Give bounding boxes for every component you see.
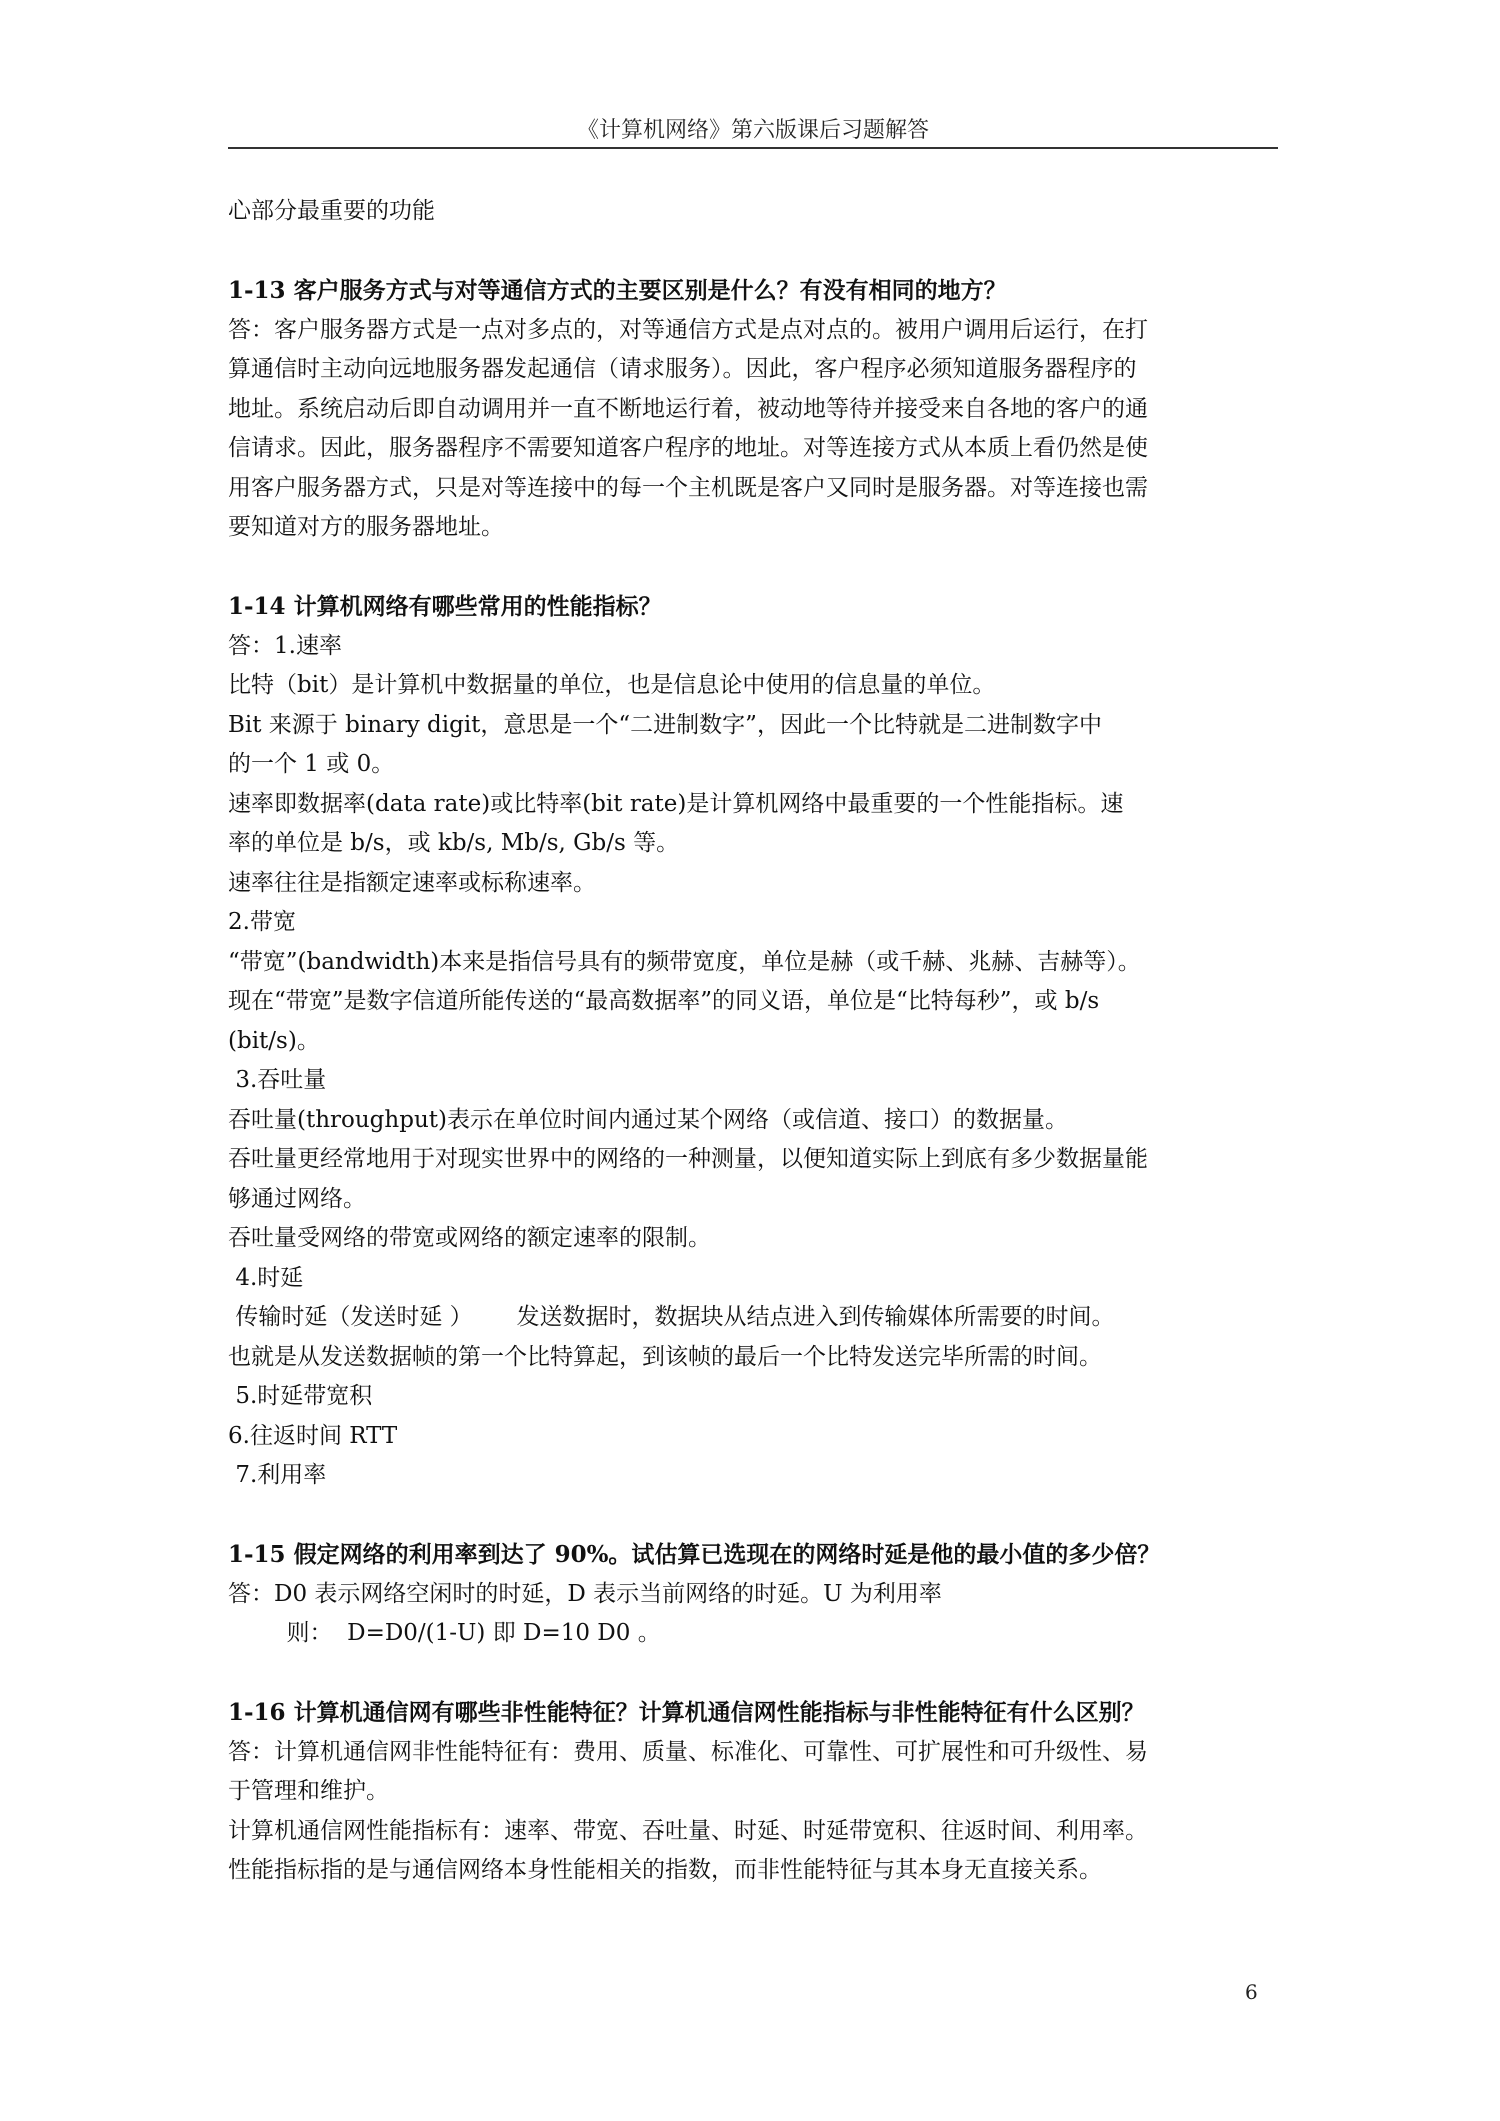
spacer [228, 1496, 1280, 1536]
document-body [228, 192, 1280, 1891]
answer-line: 吞吐量(throughput)表示在单位时间内通过某个网络（或信道、接口）的数据量。 [228, 1106, 1068, 1133]
question-1-15 [228, 1535, 1280, 1654]
answer-line: 现在“带宽”是数字信道所能传送的“最高数据率”的同义语，单位是“比特每秒”，或 b/s [228, 988, 1100, 1014]
answer-line: 速率即数据率(data rate)或比特率(bit rate)是计算机网络中最重要的一个性能指标。速 [228, 790, 1124, 817]
page-number: 6 [1245, 1980, 1258, 2004]
answer-line: 答：客户服务器方式是一点对多点的，对等通信方式是点对点的。被用户调用后运行，在打 [228, 316, 1148, 343]
answer-line: “带宽”(bandwidth)本来是指信号具有的频带宽度，单位是赫（或千赫、兆赫、吉赫等）。 [228, 948, 1141, 975]
answer-line: 吞吐量更经常地用于对现实世界中的网络的一种测量，以便知道实际上到底有多少数据量能 [228, 1146, 1148, 1172]
answer-line: 率的单位是 b/s，或 kb/s, Mb/s, Gb/s 等。 [228, 830, 680, 856]
answer-line: 够通过网络。 [228, 1185, 366, 1212]
lead-text: 心部分最重要的功能 [228, 198, 435, 224]
page-header-title: 《计算机网络》第六版课后习题解答 [576, 118, 929, 143]
answer-line: (bit/s)。 [228, 1027, 320, 1054]
answer-line: 比特（bit）是计算机中数据量的单位，也是信息论中使用的信息量的单位。 [228, 672, 996, 698]
answer-line: 答：1.速率 [228, 632, 342, 659]
answer-line: 答：D0 表示网络空闲时的时延，D 表示当前网络的时延。U 为利用率 [228, 1580, 942, 1607]
answer-line: 速率往往是指额定速率或标称速率。 [228, 869, 596, 896]
answer-line: 6.往返时间 RTT [228, 1422, 398, 1449]
header-divider [228, 147, 1278, 149]
answer-line: 计算机通信网性能指标有：速率、带宽、吞吐量、时延、时延带宽积、往返时间、利用率。 [228, 1817, 1148, 1844]
question-title: 1-13 客户服务方式与对等通信方式的主要区别是什么？有没有相同的地方？ [228, 277, 1007, 304]
answer-line: 算通信时主动向远地服务器发起通信（请求服务）。因此，客户程序必须知道服务器程序的 [228, 356, 1137, 382]
answer-line: Bit 来源于 binary digit，意思是一个“二进制数字”，因此一个比特就是二进制数字中 [228, 711, 1102, 738]
answer-line: 性能指标指的是与通信网络本身性能相关的指数，而非性能特征与其本身无直接关系。 [228, 1857, 1102, 1883]
spacer [228, 548, 1280, 588]
answer-line: 吞吐量受网络的带宽或网络的额定速率的限制。 [228, 1225, 711, 1251]
question-title: 1-14 计算机网络有哪些常用的性能指标？ [228, 593, 662, 620]
answer-line: 答：计算机通信网非性能特征有：费用、质量、标准化、可靠性、可扩展性和可升级性、易 [228, 1738, 1148, 1765]
question-1-16 [228, 1693, 1280, 1891]
spacer [228, 1654, 1280, 1694]
question-title: 1-16 计算机通信网有哪些非性能特征？计算机通信网性能指标与非性能特征有什么区别？ [228, 1699, 1145, 1726]
answer-line: 传输时延（发送时延 ） 发送数据时，数据块从结点进入到传输媒体所需要的时间。 [228, 1304, 1115, 1330]
answer-line: 3.吞吐量 [228, 1067, 327, 1093]
answer-line: 4.时延 [228, 1264, 304, 1291]
answer-line: 要知道对方的服务器地址。 [228, 514, 504, 540]
question-1-14 [228, 587, 1280, 1496]
answer-line: 用客户服务器方式，只是对等连接中的每一个主机既是客户又同时是服务器。对等连接也需 [228, 474, 1148, 501]
answer-line: 7.利用率 [228, 1462, 327, 1488]
spacer [228, 232, 1280, 272]
question-title: 1-15 假定网络的利用率到达了 90%。试估算已选现在的网络时延是他的最小值的多少倍？ [228, 1541, 1161, 1568]
question-1-13 [228, 271, 1280, 548]
formula-line: 则： D=D0/(1-U) 即 D=10 D0 。 [228, 1620, 661, 1646]
answer-line: 于管理和维护。 [228, 1778, 389, 1804]
answer-line: 的一个 1 或 0。 [228, 751, 395, 777]
answer-line: 2.带宽 [228, 909, 296, 935]
answer-line: 5.时延带宽积 [228, 1383, 373, 1409]
answer-line: 地址。系统启动后即自动调用并一直不断地运行着，被动地等待并接受来自各地的客户的通 [228, 395, 1148, 422]
answer-line: 也就是从发送数据帧的第一个比特算起，到该帧的最后一个比特发送完毕所需的时间。 [228, 1343, 1102, 1370]
answer-line: 信请求。因此，服务器程序不需要知道客户程序的地址。对等连接方式从本质上看仍然是使 [228, 435, 1148, 461]
